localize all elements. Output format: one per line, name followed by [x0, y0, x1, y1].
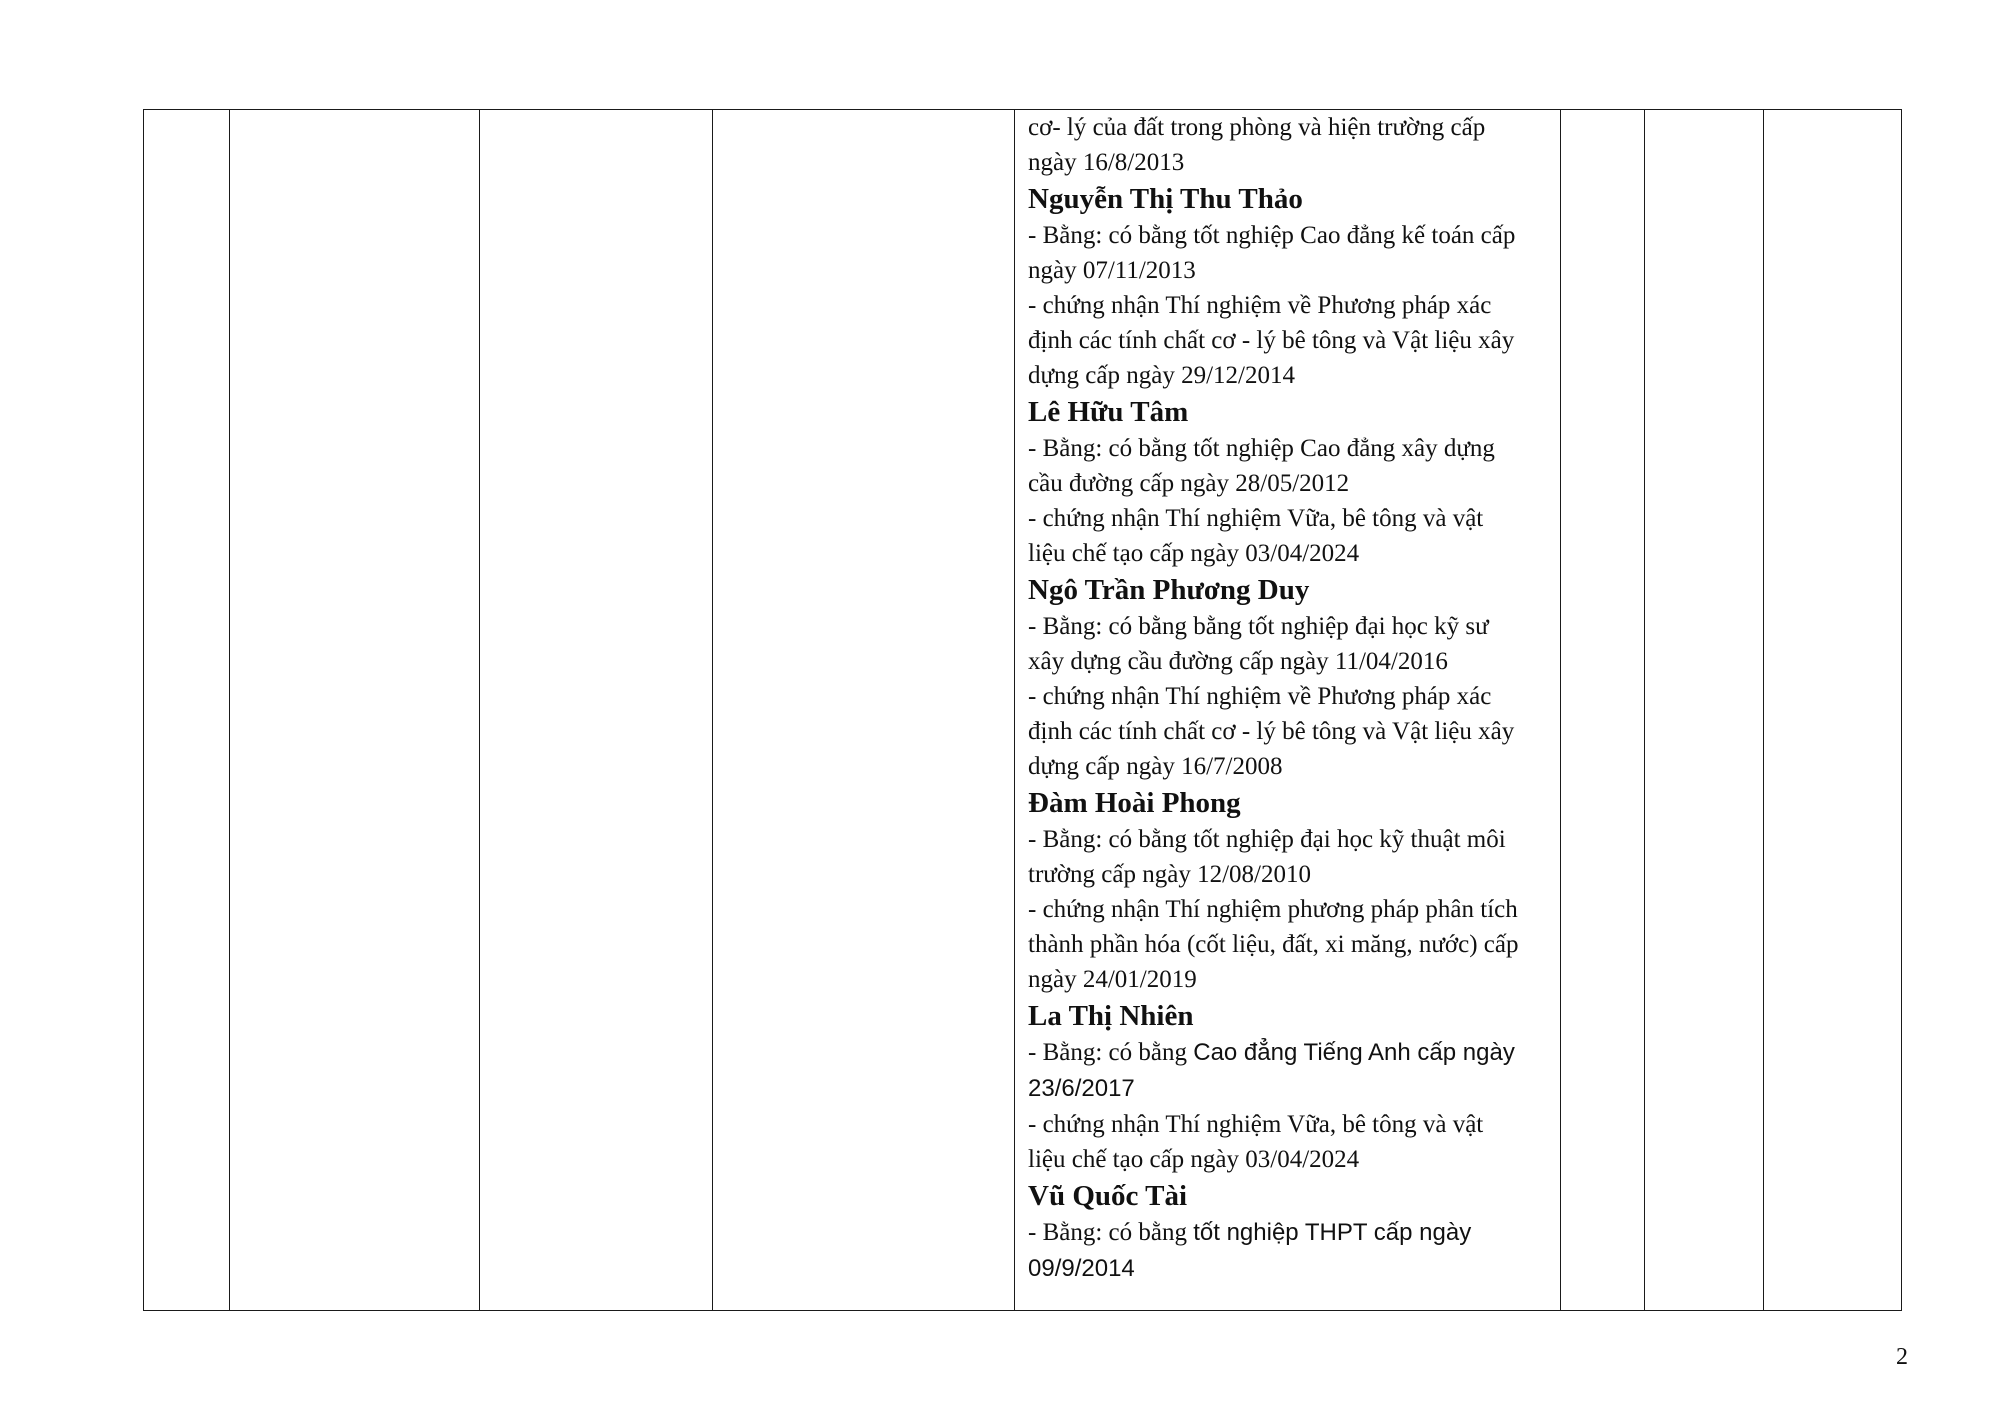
qualification-line [1028, 1035, 1550, 1070]
qualification-line: - chứng nhận Thí nghiệm phương pháp phân tích [1028, 896, 1518, 923]
qualification-detail: tốt nghiệp THPT cấp ngày [1193, 1219, 1472, 1246]
qualification-line [1028, 1215, 1550, 1250]
qualification-line: liệu chế tạo cấp ngày 03/04/2024 [1028, 1146, 1360, 1173]
cell-col-3 [480, 110, 713, 1311]
cell-col-1 [144, 110, 230, 1311]
person-name: Nguyễn Thị Thu Thảo [1028, 183, 1303, 215]
qualification-line: định các tính chất cơ - lý bê tông và Vật liệu xây [1028, 327, 1515, 354]
cell-col-8 [1764, 110, 1902, 1311]
qualification-line: ngày 16/8/2013 [1028, 149, 1185, 176]
qualification-line: cơ- lý của đất trong phòng và hiện trường cấp [1028, 114, 1486, 141]
cell-col-2 [230, 110, 480, 1311]
person-name: Ngô Trần Phương Duy [1028, 574, 1310, 606]
data-table [143, 109, 1902, 1311]
cell-col-5 [1015, 110, 1561, 1311]
cell-col-6 [1561, 110, 1645, 1311]
qualification-line: - Bằng: có bằng tốt nghiệp đại học kỹ thuật môi [1028, 826, 1506, 853]
qualification-line: thành phần hóa (cốt liệu, đất, xi măng, nước) cấp [1028, 931, 1519, 958]
qualification-line: trường cấp ngày 12/08/2010 [1028, 861, 1311, 888]
person-name: La Thị Nhiên [1028, 1000, 1194, 1032]
cell-col-7 [1645, 110, 1764, 1311]
person-name: Đàm Hoài Phong [1028, 787, 1241, 819]
qualification-line: - Bằng: có bằng tốt nghiệp Cao đẳng kế toán cấp [1028, 222, 1516, 249]
qualification-line: - chứng nhận Thí nghiệm Vữa, bê tông và vật [1028, 1111, 1484, 1138]
qualification-line: xây dựng cầu đường cấp ngày 11/04/2016 [1028, 648, 1448, 675]
qualification-line: định các tính chất cơ - lý bê tông và Vật liệu xây [1028, 718, 1515, 745]
qualification-line: ngày 07/11/2013 [1028, 257, 1196, 284]
qualification-line: 23/6/2017 [1028, 1075, 1135, 1102]
qualification-line: dựng cấp ngày 16/7/2008 [1028, 753, 1283, 780]
qualification-line: - Bằng: có bằng bằng tốt nghiệp đại học kỹ sư [1028, 613, 1489, 640]
qualification-line: - chứng nhận Thí nghiệm Vữa, bê tông và vật [1028, 505, 1484, 532]
cell-col-4 [713, 110, 1015, 1311]
qualification-line: dựng cấp ngày 29/12/2014 [1028, 362, 1295, 389]
qualification-line: cầu đường cấp ngày 28/05/2012 [1028, 470, 1350, 497]
qualification-line: 09/9/2014 [1028, 1255, 1135, 1282]
qualification-line: - chứng nhận Thí nghiệm về Phương pháp xác [1028, 292, 1492, 319]
qualification-line: liệu chế tạo cấp ngày 03/04/2024 [1028, 540, 1360, 567]
qualification-detail: Cao đẳng Tiếng Anh cấp ngày [1193, 1039, 1515, 1066]
qualification-prefix: - Bằng: có bằng [1028, 1219, 1194, 1246]
qualification-line: ngày 24/01/2019 [1028, 966, 1197, 993]
qualification-prefix: - Bằng: có bằng [1028, 1039, 1194, 1066]
table-row [144, 110, 1902, 1311]
person-name: Vũ Quốc Tài [1028, 1180, 1188, 1212]
page-number: 2 [1896, 1344, 1908, 1370]
personnel-list [1015, 110, 1560, 1287]
qualification-line: - chứng nhận Thí nghiệm về Phương pháp xác [1028, 683, 1492, 710]
qualification-line: - Bằng: có bằng tốt nghiệp Cao đẳng xây dựng [1028, 435, 1495, 462]
person-name: Lê Hữu Tâm [1028, 396, 1189, 428]
